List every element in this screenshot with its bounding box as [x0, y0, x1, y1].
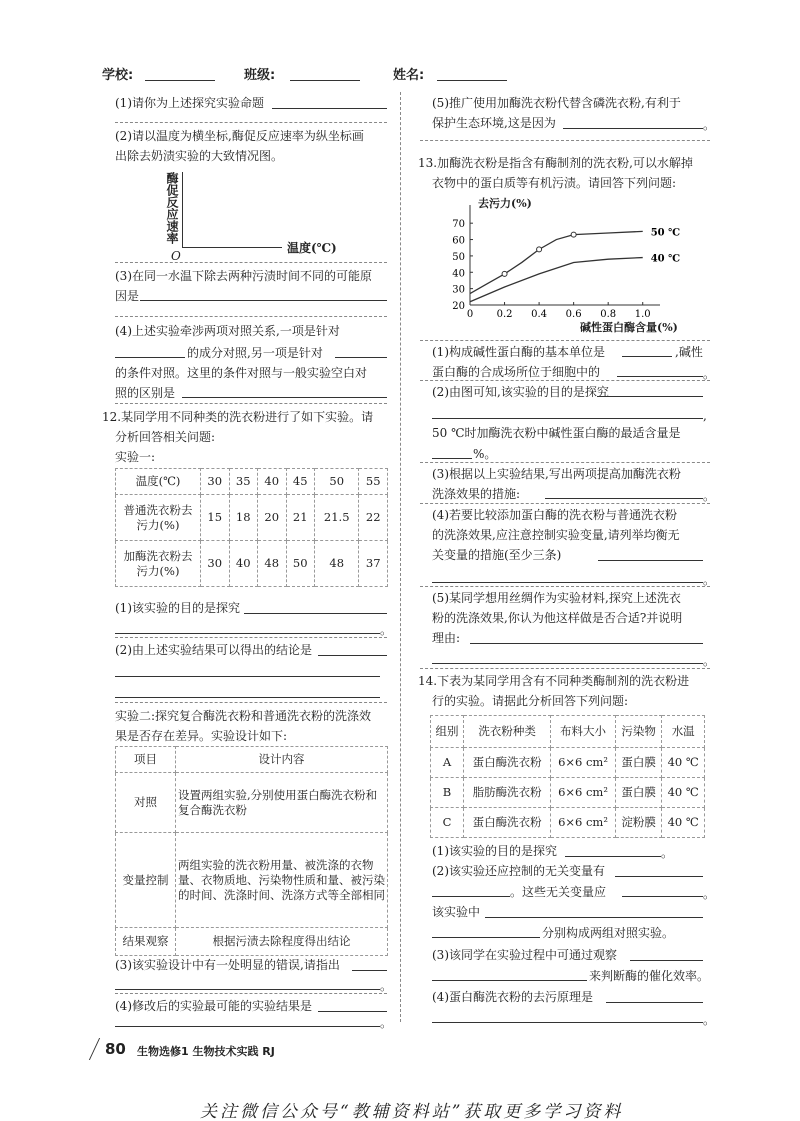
chart-ytick-label: 20 [452, 301, 465, 312]
q14-line1: 14.下表为某同学用含有不同种类酶制剂的洗衣粉进 [418, 674, 690, 688]
table-cell: 37 [359, 541, 388, 587]
q14-3-line1: (3)该同学在实验过程中可通过观察 [432, 948, 617, 962]
chart-xtick-label: 0.2 [496, 309, 513, 320]
chart-xtick-label: 0.4 [531, 309, 548, 320]
q12-line1: 12.某同学用不同种类的洗衣粉进行了如下实验。请 [102, 410, 374, 424]
table-cell: 40 ℃ [662, 748, 705, 778]
q13-line1: 13.加酶洗衣粉是指含有酶制剂的洗衣粉,可以水解掉 [418, 156, 693, 170]
table-cell: 组别 [431, 716, 464, 748]
table-row [431, 808, 705, 838]
table-cell: 35 [229, 469, 258, 495]
exp2-line2: 果是否存在差异。实验设计如下: [115, 729, 288, 743]
chart-series-label: 40 ℃ [650, 253, 681, 265]
q14-2-line2: 。这些无关变量应 [510, 885, 607, 899]
table-cell: 脂肪酶洗衣粉 [463, 778, 550, 808]
sketch-y-axis [182, 172, 183, 248]
q13-3-line1: (3)根据以上实验结果,写出两项提高加酶洗衣粉 [432, 467, 681, 481]
table-cell: 蛋白膜 [615, 748, 662, 778]
q13-2-unit: %。 [473, 447, 497, 461]
q14-4: (4)蛋白酶洗衣粉的去污原理是 [432, 990, 593, 1004]
q13-1-line2: 蛋白酶的合成场所位于细胞中的 [432, 365, 601, 379]
table-cell: 30 [201, 541, 230, 587]
q14-1: (1)该实验的目的是探究 [432, 844, 557, 858]
table-row [431, 748, 705, 778]
q13-3-line2: 洗涤效果的措施: [432, 487, 521, 501]
q13-4-line3: 关变量的措施(至少三条) [432, 548, 562, 562]
table-cell: B [431, 778, 464, 808]
q12-2: (2)由上述实验结果可以得出的结论是 [115, 643, 312, 657]
q11-4-line1: (4)上述实验牵涉两项对照关系,一项是针对 [115, 324, 340, 338]
table-cell: 普通洗衣粉去污力(%) [116, 495, 201, 541]
q12-4: (4)修改后的实验最可能的实验结果是 [115, 999, 312, 1013]
q11-4-line4: 照的区别是 [115, 386, 176, 400]
q13-1-line1: (1)构成碱性蛋白酶的基本单位是 [432, 345, 605, 359]
q13-2-line2: 50 ℃时加酶洗衣粉中碱性蛋白酶的最适含量是 [432, 426, 681, 440]
table-cell: 48 [258, 541, 287, 587]
chart-ytick-label: 60 [452, 235, 465, 247]
q14-2-line4: 分别构成两组对照实验。 [542, 926, 675, 940]
table-row [116, 541, 388, 587]
table-cell: 40 ℃ [662, 778, 705, 808]
q13-5-line2: 粉的洗涤效果,你认为他这样做是否合适?并说明 [432, 611, 683, 625]
table-experiment2 [115, 746, 388, 956]
table-cell: 蛋白酶洗衣粉 [463, 748, 550, 778]
chart-ytick-label: 50 [452, 251, 465, 263]
chart-data-point [502, 271, 507, 276]
sketch-xlabel: 温度(℃) [287, 241, 337, 255]
chart-xtick-label: 0.8 [600, 309, 617, 320]
chart-xtick-label: 1.0 [634, 309, 651, 320]
q12-3: (3)该实验设计中有一处明显的错误,请指出 [115, 958, 340, 972]
book-title: 生物选修1 生物技术实践 RJ [137, 1045, 275, 1058]
column-divider [400, 92, 401, 1022]
table-cell: 30 [201, 469, 230, 495]
footer-text: 关注微信公众号“教辅资料站”获取更多学习资料 [200, 1102, 624, 1121]
detergency-chart [425, 193, 705, 338]
q14-2-line1: (2)该实验还应控制的无关变量有 [432, 864, 605, 878]
table-cell: 洗衣粉种类 [463, 716, 550, 748]
table-cell: 40 [258, 469, 287, 495]
table-cell: 18 [229, 495, 258, 541]
q11-3-line1: (3)在同一水温下除去两种污渍时间不同的可能原 [115, 269, 372, 283]
table-cell: 项目 [116, 747, 176, 773]
q13-5-line1: (5)某同学想用丝绸作为实验材料,探究上述洗衣 [432, 591, 681, 605]
chart-ytick-label: 70 [452, 219, 465, 231]
table-cell: 对照 [116, 773, 176, 833]
page-corner-mark [89, 1038, 100, 1060]
q11-2-line2: 出除去奶渍实验的大致情况图。 [115, 149, 284, 163]
table-cell: 设计内容 [176, 747, 388, 773]
table-cell: 蛋白膜 [615, 778, 662, 808]
table-cell: 21 [286, 495, 315, 541]
q11-1: (1)请你为上述探究实验命题 [115, 96, 264, 110]
school-label: 学校: [102, 68, 134, 83]
table-cell: 21.5 [315, 495, 359, 541]
table-row [431, 778, 705, 808]
table-cell: 55 [359, 469, 388, 495]
q11-2-line1: (2)请以温度为横坐标,酶促反应速率为纵坐标画 [115, 129, 364, 143]
class-label: 班级: [244, 68, 276, 83]
sketch-ylabel: 酶促反应速率 [165, 172, 179, 244]
table-cell: 6×6 cm² [551, 748, 616, 778]
chart-series-line [470, 231, 643, 293]
q13-5-line3: 理由: [432, 631, 461, 645]
chart-series-line [470, 258, 643, 302]
q14-line2: 行的实验。请据此分析回答下列问题: [432, 694, 629, 708]
q12-1: (1)该实验的目的是探究 [115, 601, 240, 615]
table-row [116, 747, 388, 773]
table-cell: 布料大小 [551, 716, 616, 748]
table-cell: 15 [201, 495, 230, 541]
table-row [116, 833, 388, 928]
exp1-label: 实验一: [115, 450, 156, 464]
chart-ytick-label: 30 [452, 284, 465, 296]
q13-line2: 衣物中的蛋白质等有机污渍。请回答下列问题: [432, 176, 677, 190]
q11-5-line2: 保护生态环境,这是因为 [432, 116, 556, 130]
chart-ylabel: 去污力(%) [478, 197, 532, 210]
table-cell: 6×6 cm² [551, 778, 616, 808]
chart-ytick-label: 40 [452, 268, 465, 280]
chart-xtick-label: 0.6 [565, 309, 582, 320]
exp2-line1: 实验二:探究复合酶洗衣粉和普通洗衣粉的洗涤效 [115, 709, 372, 723]
table-cell: 50 [286, 541, 315, 587]
q11-3-line2: 因是 [115, 289, 140, 303]
q13-4-line2: 的洗涤效果,应注意控制实验变量,请列举均衡无 [432, 528, 680, 542]
q11-4-line2: 的成分对照,另一项是针对 [187, 346, 323, 360]
table-cell: 温度(℃) [116, 469, 201, 495]
q13-1-suffix: ,碱性 [675, 345, 703, 359]
table-cell: 结果观察 [116, 928, 176, 956]
table-cell: 根据污渍去除程度得出结论 [176, 928, 388, 956]
table-experiment1 [115, 468, 388, 587]
table-cell: 加酶洗衣粉去污力(%) [116, 541, 201, 587]
chart-data-point [571, 232, 576, 237]
chart-data-point [537, 247, 542, 252]
table-cell: 设置两组实验,分别使用蛋白酶洗衣粉和复合酶洗衣粉 [176, 773, 388, 833]
table-cell: A [431, 748, 464, 778]
table-cell: 50 [315, 469, 359, 495]
q11-4-line3: 的条件对照。这里的条件对照与一般实验空白对 [115, 366, 368, 380]
q14-3-line2: 来判断酶的催化效率。 [589, 969, 710, 983]
page-number: 80 [105, 1040, 126, 1058]
table-experiment3 [430, 715, 705, 838]
table-row [116, 469, 388, 495]
table-cell: 变量控制 [116, 833, 176, 928]
table-cell: 6×6 cm² [551, 808, 616, 838]
table-cell: 污染物 [615, 716, 662, 748]
table-cell: 20 [258, 495, 287, 541]
table-cell: C [431, 808, 464, 838]
chart-xlabel: 碱性蛋白酶含量(%) [580, 321, 678, 334]
q13-4-line1: (4)若要比较添加蛋白酶的洗衣粉与普通洗衣粉 [432, 508, 677, 522]
q11-5-line1: (5)推广使用加酶洗衣粉代替含磷洗衣粉,有利于 [432, 96, 681, 110]
sketch-x-axis [182, 247, 282, 248]
q13-2: (2)由图可知,该实验的目的是探究 [432, 385, 609, 399]
table-row [116, 773, 388, 833]
table-cell: 22 [359, 495, 388, 541]
sketch-origin: O [171, 249, 181, 263]
chart-series-label: 50 ℃ [650, 227, 681, 239]
table-cell: 40 ℃ [662, 808, 705, 838]
chart-xtick-label: 0 [466, 309, 474, 320]
q14-2-line3: 该实验中 [432, 905, 481, 919]
q12-line2: 分析回答相关问题: [115, 430, 216, 444]
name-label: 姓名: [393, 68, 425, 83]
table-cell: 水温 [662, 716, 705, 748]
table-cell: 45 [286, 469, 315, 495]
table-cell: 蛋白酶洗衣粉 [463, 808, 550, 838]
table-row [116, 495, 388, 541]
table-cell: 两组实验的洗衣粉用量、被洗涤的衣物量、衣物质地、污染物性质和量、被污染的时间、洗涤时间、洗涤方式等全部相同 [176, 833, 388, 928]
table-cell: 淀粉膜 [615, 808, 662, 838]
table-row [116, 928, 388, 956]
table-cell: 48 [315, 541, 359, 587]
table-row [431, 716, 705, 748]
table-cell: 40 [229, 541, 258, 587]
